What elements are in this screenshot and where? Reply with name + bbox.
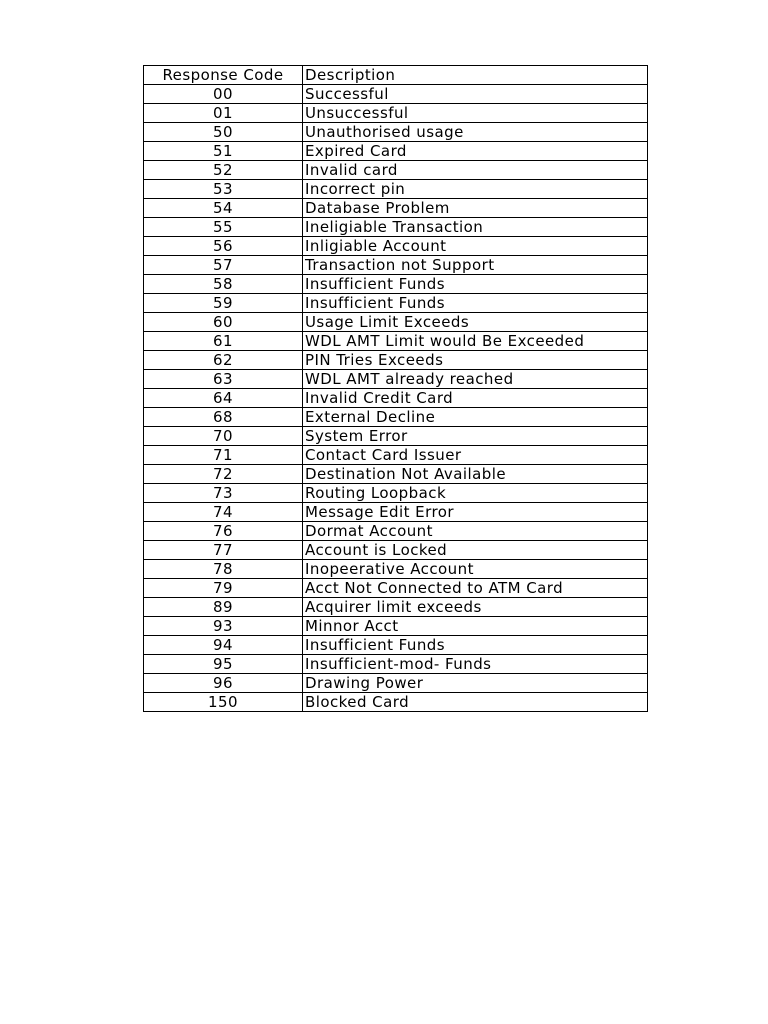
table-row xyxy=(144,674,648,693)
response-code-cell: 77 xyxy=(144,541,303,560)
table-header-row xyxy=(144,66,648,85)
description-cell: WDL AMT Limit would Be Exceeded xyxy=(303,332,648,351)
response-code-cell: 89 xyxy=(144,598,303,617)
table-row xyxy=(144,85,648,104)
description-cell: Insufficient Funds xyxy=(303,636,648,655)
description-cell: Routing Loopback xyxy=(303,484,648,503)
table-row xyxy=(144,123,648,142)
description-cell: Ineligiable Transaction xyxy=(303,218,648,237)
response-code-cell: 76 xyxy=(144,522,303,541)
description-cell: Database Problem xyxy=(303,199,648,218)
table-body xyxy=(144,66,648,712)
description-cell: System Error xyxy=(303,427,648,446)
table-row xyxy=(144,180,648,199)
table-row xyxy=(144,237,648,256)
description-cell: Invalid card xyxy=(303,161,648,180)
response-code-cell: 64 xyxy=(144,389,303,408)
response-code-cell: 74 xyxy=(144,503,303,522)
description-cell: Acct Not Connected to ATM Card xyxy=(303,579,648,598)
description-cell: Minnor Acct xyxy=(303,617,648,636)
table-row xyxy=(144,484,648,503)
table-row xyxy=(144,408,648,427)
description-cell: Insufficient Funds xyxy=(303,275,648,294)
table-row xyxy=(144,617,648,636)
response-code-cell: 55 xyxy=(144,218,303,237)
response-code-cell: 78 xyxy=(144,560,303,579)
table-row xyxy=(144,332,648,351)
response-code-cell: 54 xyxy=(144,199,303,218)
table-row xyxy=(144,370,648,389)
description-cell: Invalid Credit Card xyxy=(303,389,648,408)
response-code-cell: 59 xyxy=(144,294,303,313)
description-cell: Drawing Power xyxy=(303,674,648,693)
table-row xyxy=(144,446,648,465)
table-row xyxy=(144,541,648,560)
header-response-code: Response Code xyxy=(144,66,303,85)
description-cell: Expired Card xyxy=(303,142,648,161)
response-code-cell: 50 xyxy=(144,123,303,142)
response-code-cell: 00 xyxy=(144,85,303,104)
response-code-cell: 93 xyxy=(144,617,303,636)
description-cell: Insufficient-mod- Funds xyxy=(303,655,648,674)
description-cell: Inligiable Account xyxy=(303,237,648,256)
table-row xyxy=(144,275,648,294)
response-code-cell: 95 xyxy=(144,655,303,674)
table-row xyxy=(144,560,648,579)
table-row xyxy=(144,693,648,712)
description-cell: Incorrect pin xyxy=(303,180,648,199)
response-code-cell: 79 xyxy=(144,579,303,598)
description-cell: Unauthorised usage xyxy=(303,123,648,142)
description-cell: Insufficient Funds xyxy=(303,294,648,313)
table-row xyxy=(144,256,648,275)
table-row xyxy=(144,389,648,408)
table-row xyxy=(144,427,648,446)
table-row xyxy=(144,218,648,237)
response-code-cell: 70 xyxy=(144,427,303,446)
response-code-cell: 52 xyxy=(144,161,303,180)
description-cell: Unsuccessful xyxy=(303,104,648,123)
table-row xyxy=(144,503,648,522)
response-code-cell: 68 xyxy=(144,408,303,427)
description-cell: Message Edit Error xyxy=(303,503,648,522)
table-row xyxy=(144,142,648,161)
response-code-cell: 71 xyxy=(144,446,303,465)
response-code-cell: 96 xyxy=(144,674,303,693)
response-code-cell: 72 xyxy=(144,465,303,484)
response-code-cell: 150 xyxy=(144,693,303,712)
description-cell: Destination Not Available xyxy=(303,465,648,484)
response-code-cell: 53 xyxy=(144,180,303,199)
response-code-table xyxy=(143,65,648,712)
table-row xyxy=(144,199,648,218)
table-row xyxy=(144,351,648,370)
table-row xyxy=(144,313,648,332)
table-row xyxy=(144,465,648,484)
description-cell: PIN Tries Exceeds xyxy=(303,351,648,370)
description-cell: External Decline xyxy=(303,408,648,427)
description-cell: WDL AMT already reached xyxy=(303,370,648,389)
response-code-cell: 51 xyxy=(144,142,303,161)
description-cell: Blocked Card xyxy=(303,693,648,712)
response-code-cell: 63 xyxy=(144,370,303,389)
table-row xyxy=(144,104,648,123)
table-row xyxy=(144,636,648,655)
response-code-cell: 94 xyxy=(144,636,303,655)
table-row xyxy=(144,579,648,598)
description-cell: Contact Card Issuer xyxy=(303,446,648,465)
table-row xyxy=(144,161,648,180)
description-cell: Dormat Account xyxy=(303,522,648,541)
table-row xyxy=(144,522,648,541)
table-row xyxy=(144,598,648,617)
description-cell: Inopeerative Account xyxy=(303,560,648,579)
description-cell: Account is Locked xyxy=(303,541,648,560)
description-cell: Successful xyxy=(303,85,648,104)
response-code-cell: 60 xyxy=(144,313,303,332)
response-code-cell: 56 xyxy=(144,237,303,256)
description-cell: Transaction not Support xyxy=(303,256,648,275)
response-code-cell: 62 xyxy=(144,351,303,370)
response-code-cell: 58 xyxy=(144,275,303,294)
description-cell: Acquirer limit exceeds xyxy=(303,598,648,617)
response-code-cell: 57 xyxy=(144,256,303,275)
description-cell: Usage Limit Exceeds xyxy=(303,313,648,332)
table-row xyxy=(144,655,648,674)
response-code-cell: 73 xyxy=(144,484,303,503)
response-code-cell: 01 xyxy=(144,104,303,123)
response-code-cell: 61 xyxy=(144,332,303,351)
table-row xyxy=(144,294,648,313)
header-description: Description xyxy=(303,66,648,85)
